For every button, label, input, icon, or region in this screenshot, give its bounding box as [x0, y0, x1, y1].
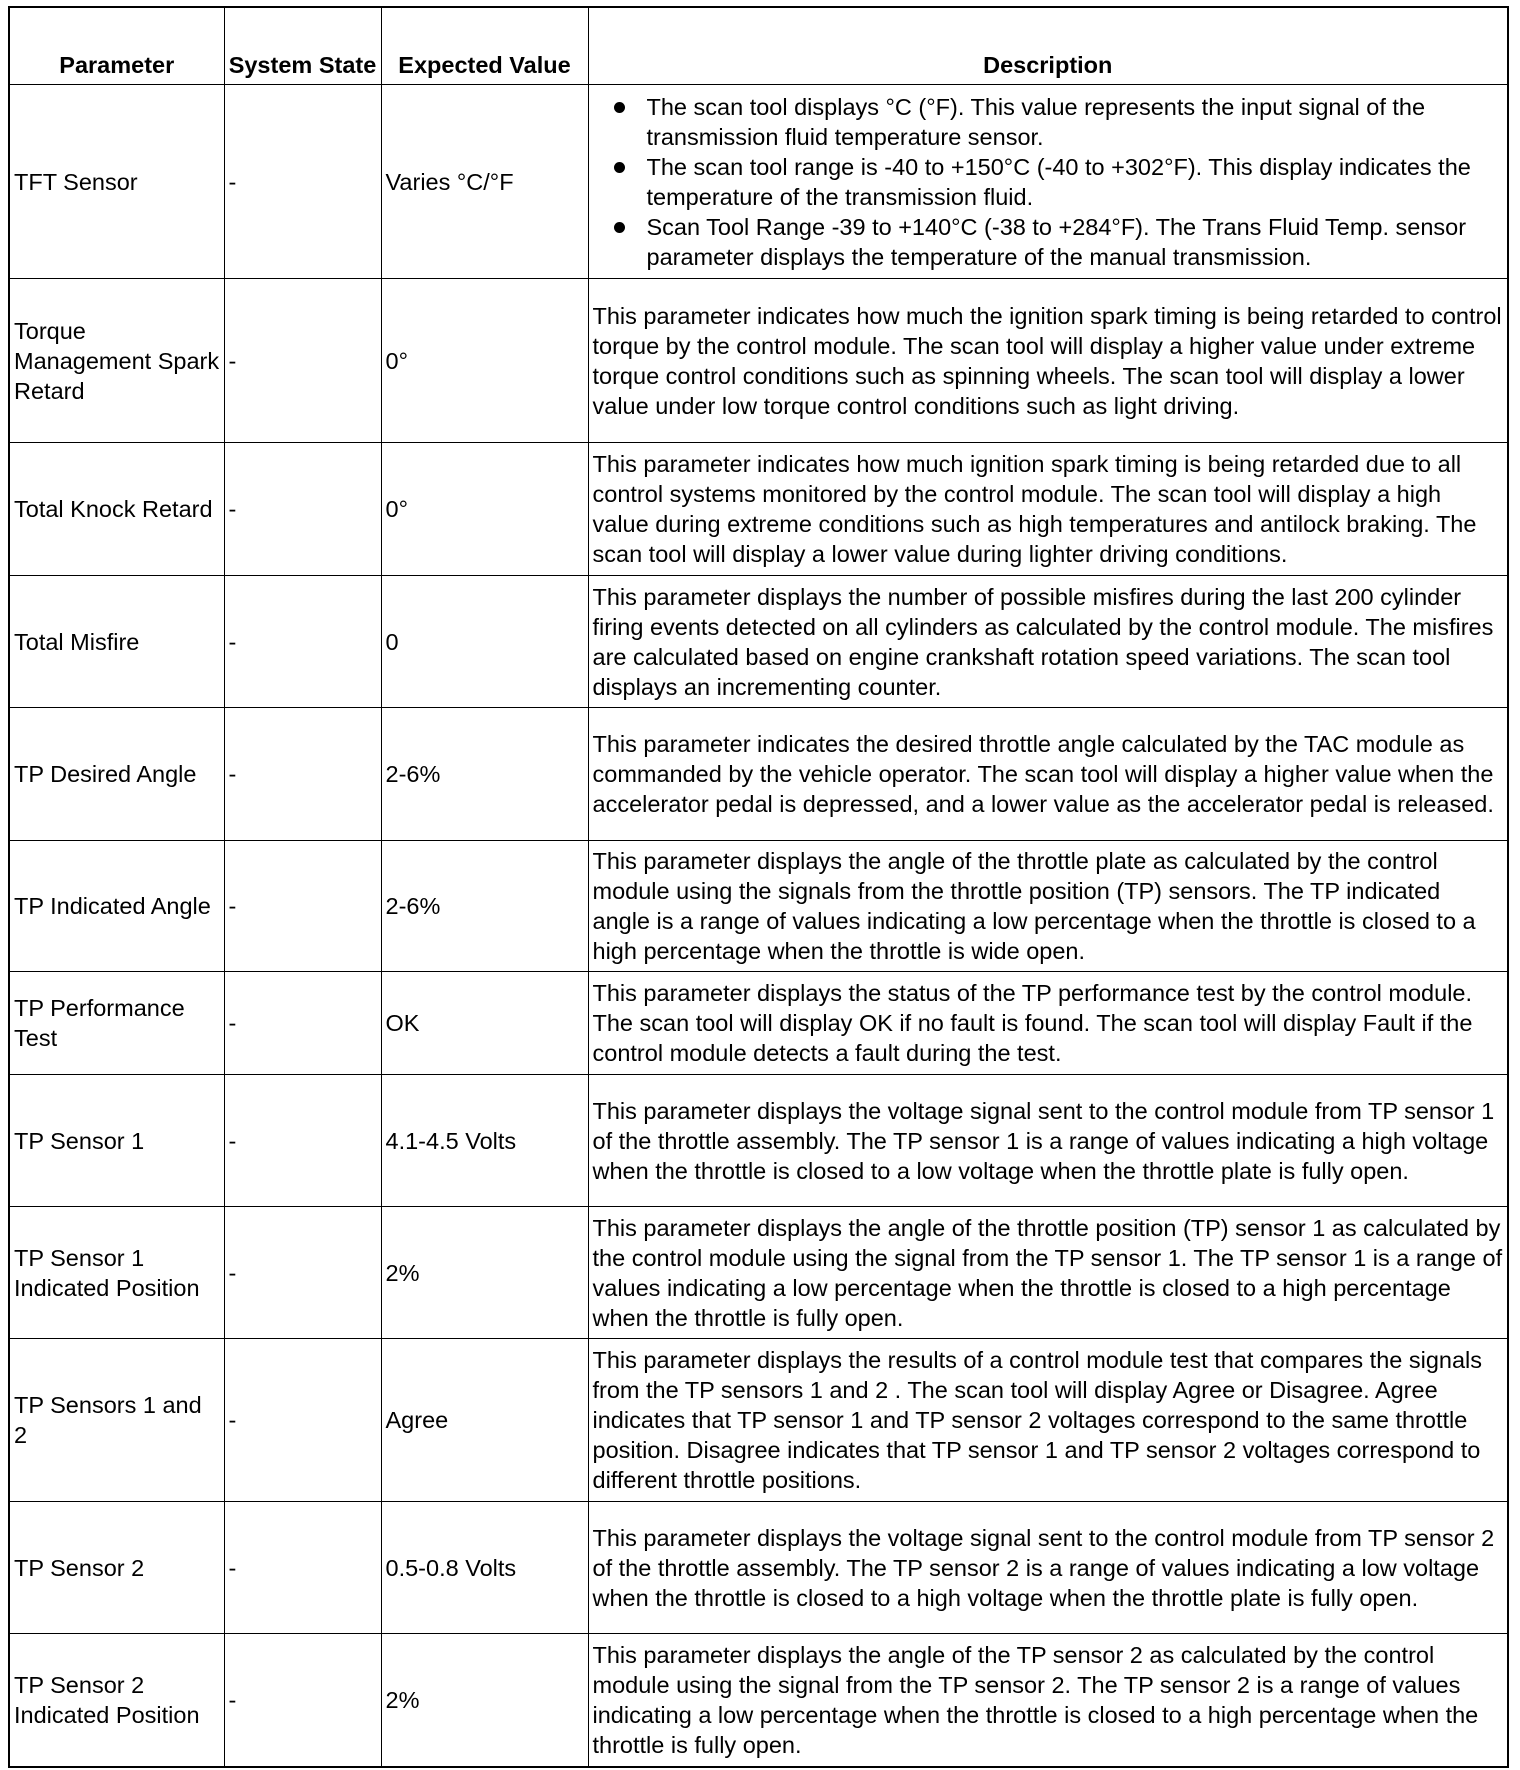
description-cell: This parameter displays the angle of the throttle position (TP) sensor 1 as calculated by the control module using the signal from the TP sensor 1. The TP sensor 1 is a range of values indicating a low percentage when the throttle is closed to a high percentage when the throttle is fully open.	[588, 1207, 1508, 1339]
description-cell: This parameter displays the results of a control module test that compares the signals from the TP sensors 1 and 2 . The scan tool will display Agree or Disagree. Agree indicates that TP sensor 1 and TP sensor 2 voltages correspond to the same throttle position. Disagree indicates that TP sensor 1 and TP sensor 2 voltages correspond to different throttle positions.	[588, 1339, 1508, 1502]
expected-value-cell: 0.5-0.8 Volts	[381, 1502, 588, 1634]
parameter-cell: TP Sensor 2	[9, 1502, 224, 1634]
header-parameter: Parameter	[9, 7, 224, 85]
system-state-cell: -	[224, 708, 381, 841]
description-cell: This parameter displays the angle of the TP sensor 2 as calculated by the control module using the signal from the TP sensor 2. The TP sensor 2 is a range of values indicating a low percentage when the throttle is closed to a high percentage when the throttle is fully open.	[588, 1634, 1508, 1767]
description-cell	[588, 85, 1508, 279]
description-cell: This parameter displays the number of possible misfires during the last 200 cylinder firing events detected on all cylinders as calculated by the control module. The misfires are calculated based on engine crankshaft rotation speed variations. The scan tool displays an incrementing counter.	[588, 576, 1508, 708]
description-cell: This parameter indicates the desired throttle angle calculated by the TAC module as commanded by the vehicle operator. The scan tool will display a higher value when the accelerator pedal is depressed, and a lower value as the accelerator pedal is released.	[588, 708, 1508, 841]
description-cell: This parameter indicates how much the ignition spark timing is being retarded to control torque by the control module. The scan tool will display a higher value under extreme torque control conditions such as spinning wheels. The scan tool will display a lower value under low torque control conditions such as light driving.	[588, 279, 1508, 443]
expected-value-cell: 2-6%	[381, 708, 588, 841]
description-cell: This parameter displays the voltage signal sent to the control module from TP sensor 1 of the throttle assembly. The TP sensor 1 is a range of values indicating a high voltage when the throttle is closed to a low voltage when the throttle plate is fully open.	[588, 1075, 1508, 1207]
system-state-cell: -	[224, 1634, 381, 1767]
table-row	[9, 1634, 1508, 1767]
expected-value-cell: 2-6%	[381, 841, 588, 972]
table-row	[9, 1339, 1508, 1502]
parameter-cell: TP Indicated Angle	[9, 841, 224, 972]
parameter-cell: Total Misfire	[9, 576, 224, 708]
system-state-cell: -	[224, 1339, 381, 1502]
system-state-cell: -	[224, 1075, 381, 1207]
parameter-cell: Torque Management Spark Retard	[9, 279, 224, 443]
parameter-cell: TP Sensor 2 Indicated Position	[9, 1634, 224, 1767]
description-cell: This parameter displays the status of the TP performance test by the control module. The scan tool will display OK if no fault is found. The scan tool will display Fault if the control module detects a fault during the test.	[588, 972, 1508, 1075]
header-description: Description	[588, 7, 1508, 85]
table-row	[9, 443, 1508, 576]
expected-value-cell: 2%	[381, 1634, 588, 1767]
parameter-cell: TP Performance Test	[9, 972, 224, 1075]
expected-value-cell: 4.1-4.5 Volts	[381, 1075, 588, 1207]
system-state-cell: -	[224, 85, 381, 279]
parameter-table	[8, 6, 1509, 1768]
system-state-cell: -	[224, 1502, 381, 1634]
expected-value-cell: 0°	[381, 279, 588, 443]
system-state-cell: -	[224, 841, 381, 972]
header-expected-value: Expected Value	[381, 7, 588, 85]
table-row	[9, 85, 1508, 279]
system-state-cell: -	[224, 443, 381, 576]
description-bullet-list	[593, 92, 1504, 272]
header-system-state: System State	[224, 7, 381, 85]
system-state-cell: -	[224, 972, 381, 1075]
system-state-cell: -	[224, 576, 381, 708]
bullet-item: The scan tool displays °C (°F). This value represents the input signal of the transmission fluid temperature sensor.	[647, 92, 1504, 152]
description-cell: This parameter displays the angle of the throttle plate as calculated by the control module using the signals from the throttle position (TP) sensors. The TP indicated angle is a range of values indicating a low percentage when the throttle is closed to a high percentage when the throttle is wide open.	[588, 841, 1508, 972]
parameter-cell: TP Sensor 1	[9, 1075, 224, 1207]
table-row	[9, 279, 1508, 443]
expected-value-cell: Varies °C/°F	[381, 85, 588, 279]
expected-value-cell: 0	[381, 576, 588, 708]
table-row	[9, 708, 1508, 841]
system-state-cell: -	[224, 1207, 381, 1339]
header-row	[9, 7, 1508, 85]
parameter-cell: TFT Sensor	[9, 85, 224, 279]
system-state-cell: -	[224, 279, 381, 443]
table-row	[9, 1075, 1508, 1207]
expected-value-cell: OK	[381, 972, 588, 1075]
table-row	[9, 972, 1508, 1075]
expected-value-cell: 2%	[381, 1207, 588, 1339]
expected-value-cell: Agree	[381, 1339, 588, 1502]
table-row	[9, 576, 1508, 708]
table-row	[9, 841, 1508, 972]
bullet-item: The scan tool range is -40 to +150°C (-40 to +302°F). This display indicates the temperature of the transmission fluid.	[647, 152, 1504, 212]
parameter-cell: TP Desired Angle	[9, 708, 224, 841]
parameter-cell: TP Sensors 1 and 2	[9, 1339, 224, 1502]
parameter-cell: TP Sensor 1 Indicated Position	[9, 1207, 224, 1339]
table-row	[9, 1207, 1508, 1339]
parameter-cell: Total Knock Retard	[9, 443, 224, 576]
expected-value-cell: 0°	[381, 443, 588, 576]
table-row	[9, 1502, 1508, 1634]
description-cell: This parameter displays the voltage signal sent to the control module from TP sensor 2 of the throttle assembly. The TP sensor 2 is a range of values indicating a low voltage when the throttle is closed to a high voltage when the throttle plate is fully open.	[588, 1502, 1508, 1634]
description-cell: This parameter indicates how much ignition spark timing is being retarded due to all control systems monitored by the control module. The scan tool will display a high value during extreme conditions such as high temperatures and antilock braking. The scan tool will display a lower value during lighter driving conditions.	[588, 443, 1508, 576]
bullet-item: Scan Tool Range -39 to +140°C (-38 to +284°F). The Trans Fluid Temp. sensor parameter displays the temperature of the manual transmission.	[647, 212, 1504, 272]
